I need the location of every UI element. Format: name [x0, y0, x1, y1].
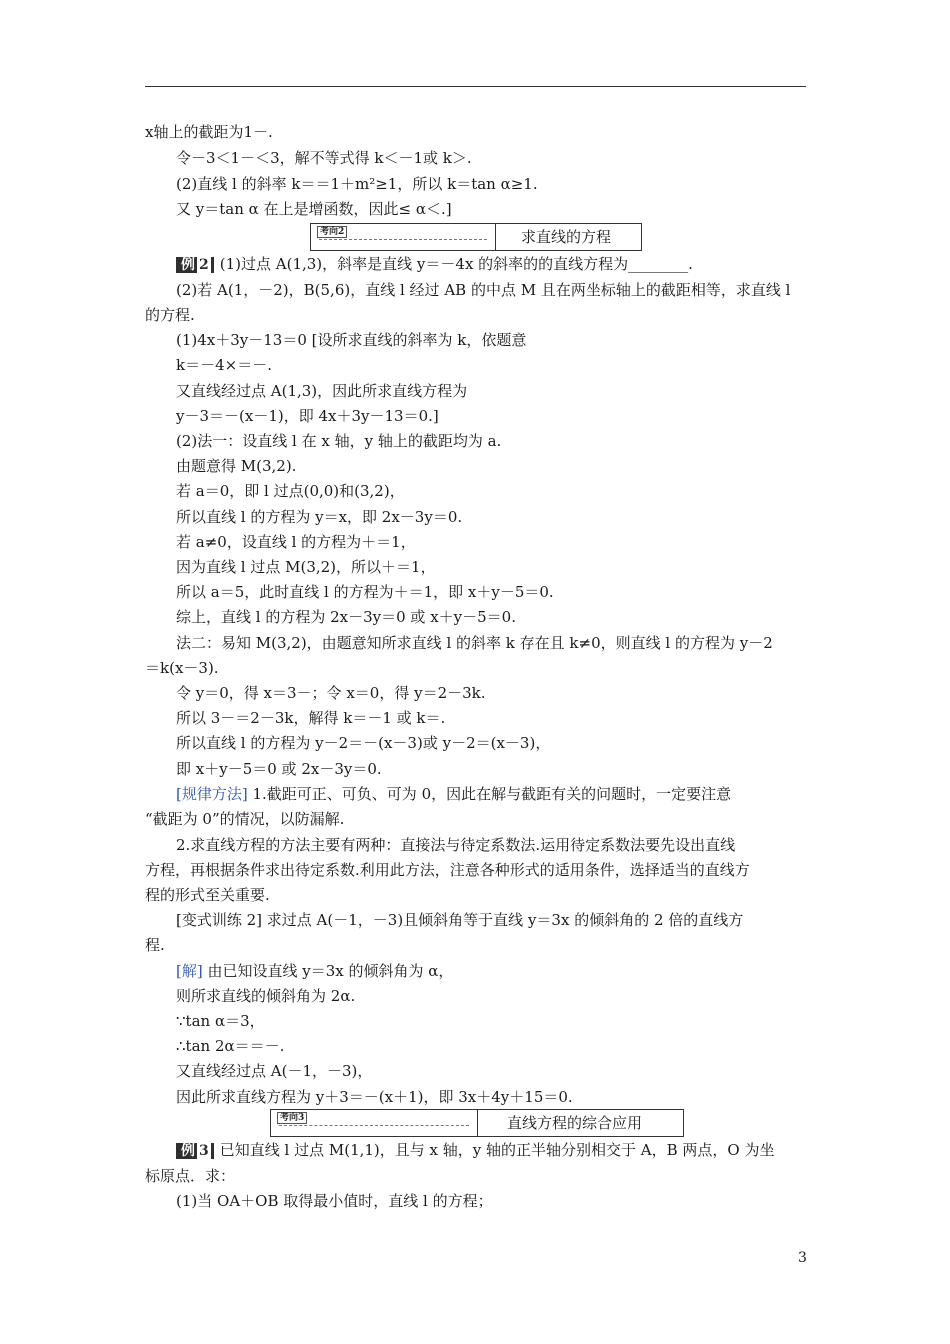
example-3-line: 例 3 已知直线 l 过点 M(1,1)，且与 x 轴，y 轴的正半轴分别相交于 A，B 两点，O 为坐: [176, 1140, 774, 1160]
text-line: 若 a＝0，即 l 过点(0,0)和(3,2)，: [176, 482, 405, 500]
example-badge: 例 3: [176, 1143, 214, 1159]
solution-label: [解]: [176, 962, 203, 980]
text-line: (1)4x＋3y－13＝0 [设所求直线的斜率为 k，依题意: [176, 331, 527, 349]
text-line: (2)法一：设直线 l 在 x 轴，y 轴上的截距均为 a.: [176, 432, 502, 450]
text-line: 令 y＝0，得 x＝3－；令 x＝0，得 y＝2－3k.: [176, 684, 486, 702]
text-line: 法二：易知 M(3,2)，由题意知所求直线 l 的斜率 k 存在且 k≠0，则直线 l 的方程为 y－2: [176, 634, 773, 652]
text-line: ＝k(x－3).: [145, 659, 219, 677]
text-line: 方程，再根据条件求出待定系数.利用此方法，注意各种形式的适用条件，选择适当的直线方: [145, 861, 750, 879]
text-line: (1)当 OA＋OB 取得最小值时，直线 l 的方程；: [176, 1192, 493, 1210]
text-line: ∵tan α＝3，: [176, 1012, 265, 1030]
section-tag-area: [311, 224, 496, 250]
text-line: 标原点．求：: [145, 1167, 236, 1185]
text-line: 所以 a＝5，此时直线 l 的方程为＋＝1，即 x＋y－5＝0.: [176, 583, 554, 601]
text-line: 的方程.: [145, 306, 195, 324]
text-line: k＝－4×＝－.: [176, 356, 272, 374]
text-line: (2)若 A(1，－2)，B(5,6)，直线 l 经过 AB 的中点 M 且在两坐标轴上的截距相等，求直线 l: [176, 281, 791, 299]
text-line: 又直线经过点 A(－1，－3)，: [176, 1062, 373, 1080]
text-line: 综上，直线 l 的方程为 2x－3y＝0 或 x＋y－5＝0.: [176, 608, 516, 626]
text-line: y－3＝－(x－1)，即 4x＋3y－13＝0.]: [176, 407, 439, 425]
text-line: 所以直线 l 的方程为 y＝x，即 2x－3y＝0.: [176, 508, 463, 526]
dashed-line: [319, 239, 487, 240]
text-line: x轴上的截距为1－.: [145, 123, 273, 141]
text-line: 所以 3－＝2－3k，解得 k＝－1 或 k＝.: [176, 709, 446, 727]
section-title: 求直线的方程: [521, 228, 612, 246]
solution-line: [解] 由已知设直线 y＝3x 的倾斜角为 α，: [176, 962, 454, 980]
section-tag: 考向2: [317, 226, 347, 238]
text-line: 程的形式至关重要.: [145, 886, 270, 904]
text-line: [变式训练 2] 求过点 A(－1，－3)且倾斜角等于直线 y＝3x 的倾斜角的 2 倍的直线方: [176, 911, 744, 929]
text-line: 又 y＝tan α 在上是增函数，因此≤ α＜.]: [176, 200, 452, 218]
section-tag-area: [271, 1110, 478, 1136]
section-tag: 考向3: [277, 1112, 307, 1124]
text-line: “截距为 0”的情况，以防漏解.: [145, 810, 345, 828]
text-line: ∴tan 2α＝＝－.: [176, 1037, 285, 1055]
text-line: 即 x＋y－5＝0 或 2x－3y＝0.: [176, 760, 382, 778]
text-line: 所以直线 l 的方程为 y－2＝－(x－3)或 y－2＝(x－3)，: [176, 734, 551, 752]
rule-method-label: [规律方法]: [176, 785, 248, 803]
text-line: 程.: [145, 936, 165, 954]
section-heading-box: [270, 1109, 684, 1137]
text-line: 则所求直线的倾斜角为 2α.: [176, 987, 356, 1005]
text-line: 令－3＜1－＜3，解不等式得 k＜－1或 k＞.: [176, 149, 472, 167]
text-line: 由题意得 M(3,2).: [176, 457, 297, 475]
text-line: 因此所求直线方程为 y＋3＝－(x＋1)，即 3x＋4y＋15＝0.: [176, 1088, 573, 1106]
text-line: (2)直线 l 的斜率 k＝＝1＋m²≥1，所以 k＝tan α≥1.: [176, 175, 538, 193]
section-heading-box: [310, 223, 642, 251]
example-2-line: 例 2 (1)过点 A(1,3)，斜率是直线 y＝－4x 的斜率的的直线方程为________.: [176, 254, 693, 274]
header-rule: [145, 86, 806, 87]
text-line: 若 a≠0，设直线 l 的方程为＋＝1，: [176, 533, 416, 551]
example-badge: 例 2: [176, 257, 214, 273]
text-line: 又直线经过点 A(1,3)，因此所求直线方程为: [176, 382, 468, 400]
section-title: 直线方程的综合应用: [507, 1114, 643, 1132]
text-line: 2.求直线方程的方法主要有两种：直接法与待定系数法.运用待定系数法要先设出直线: [176, 836, 736, 854]
rule-method-line: [规律方法] 1.截距可正、可负、可为 0，因此在解与截距有关的问题时，一定要注意: [176, 785, 732, 803]
text-line: 因为直线 l 过点 M(3,2)，所以＋＝1，: [176, 558, 436, 576]
dashed-line: [279, 1125, 469, 1126]
page-number: 3: [798, 1250, 807, 1266]
